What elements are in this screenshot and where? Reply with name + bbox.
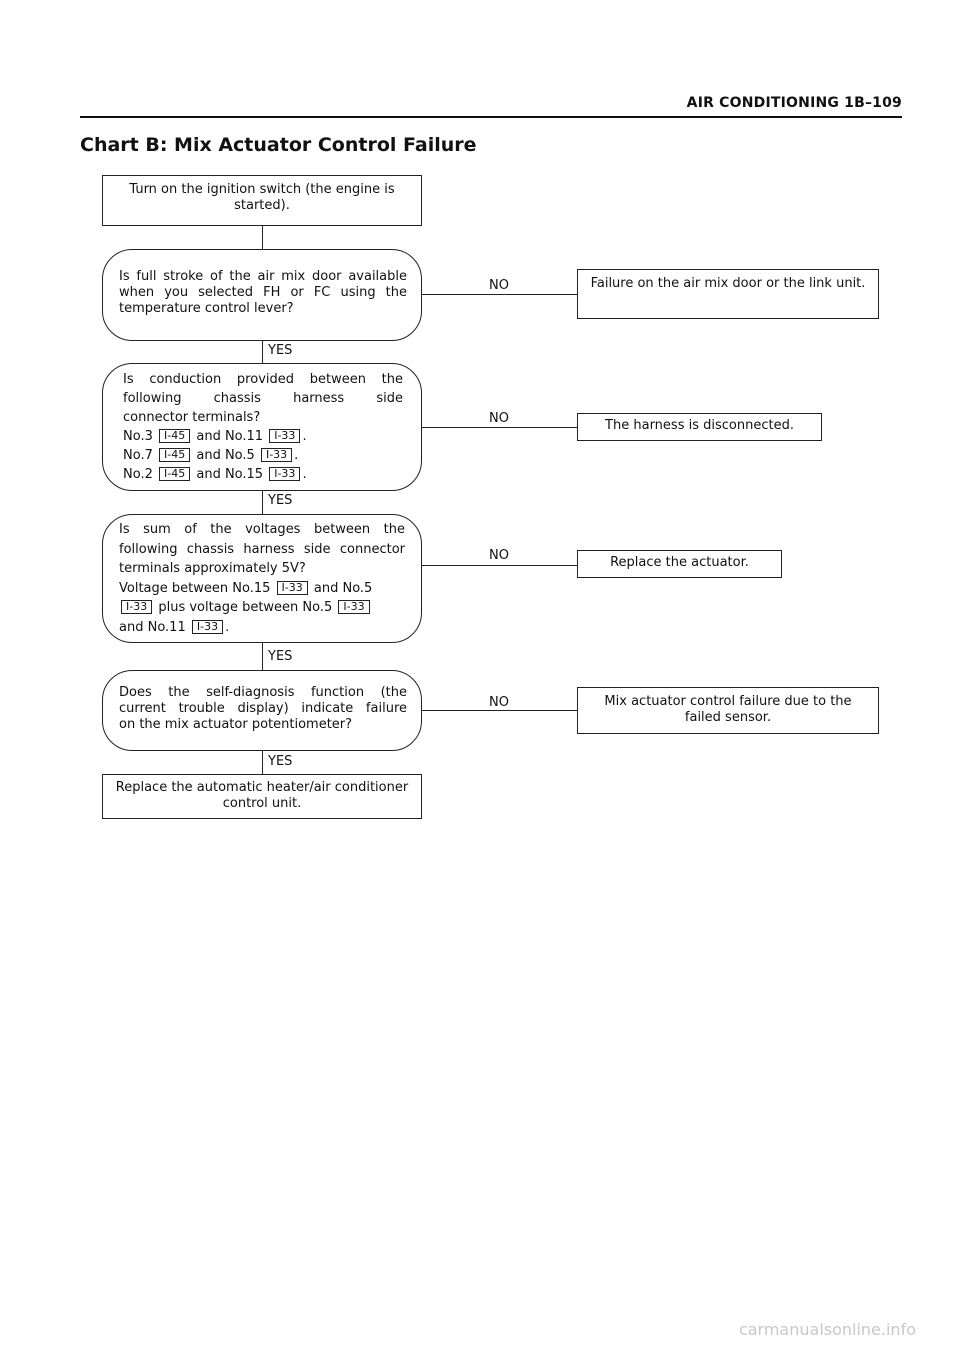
connector-q4-no [422, 710, 578, 711]
terminal-number: and No.11 [196, 429, 264, 444]
q4-no-result-box [577, 687, 879, 734]
q2-terminal-row [123, 427, 403, 446]
connector-tag: I-33 [269, 429, 300, 443]
connector-tag: I-33 [338, 600, 369, 614]
connector-tag: I-33 [192, 620, 223, 634]
connector-q3-no [422, 565, 578, 566]
q1-line: temperature control lever? [119, 301, 294, 316]
question-1-box [102, 249, 422, 341]
q4-yes-label: YES [268, 754, 293, 769]
q2-no-result-box [577, 413, 822, 441]
q2-terminal-row [123, 465, 403, 484]
terminal-number: and No.5 [196, 448, 255, 463]
q4-no-result-text: Mix actuator control failure due to the failed sensor. [604, 694, 852, 725]
q3-text: and No.11 [119, 619, 186, 635]
connector-q4-yes [262, 751, 263, 774]
connector-q3-yes [262, 643, 263, 670]
q4-no-label: NO [489, 695, 509, 710]
q3-line [119, 598, 405, 618]
connector-q1-no [422, 294, 578, 295]
page-header: AIR CONDITIONING 1B–109 [686, 95, 902, 111]
terminal-number: and No.15 [196, 467, 264, 482]
q3-line: terminals approximately 5V? [119, 561, 306, 576]
terminal-number: No.2 [123, 467, 153, 482]
q3-no-result-box [577, 550, 782, 578]
punctuation: . [225, 619, 230, 635]
q2-yes-label: YES [268, 493, 293, 508]
connector-tag: I-33 [121, 600, 152, 614]
connector-tag: I-33 [277, 581, 308, 595]
q4-line: current trouble display) indicate failure [119, 701, 407, 716]
q2-no-label: NO [489, 411, 509, 426]
q4-line: Does the self-diagnosis function (the [119, 685, 407, 700]
punctuation: . [294, 448, 299, 463]
q3-text: Voltage between No.15 [119, 580, 271, 596]
q3-yes-label: YES [268, 649, 293, 664]
terminal-number: No.7 [123, 448, 153, 463]
punctuation: . [302, 467, 307, 482]
connector-tag: I-33 [269, 467, 300, 481]
punctuation: . [302, 429, 307, 444]
connector-tag: I-45 [159, 448, 190, 462]
q2-line: connector terminals? [123, 410, 261, 425]
q3-text: plus voltage between No.5 [158, 600, 333, 615]
q3-no-result-text: Replace the actuator. [610, 555, 749, 570]
connector-q1-yes [262, 341, 263, 363]
end-text: Replace the automatic heater/air conditioner control unit. [115, 780, 409, 811]
q2-terminal-row [123, 446, 403, 465]
connector-tag: I-45 [159, 467, 190, 481]
q1-no-result-text: Failure on the air mix door or the link unit. [590, 276, 866, 291]
question-4-box [102, 670, 422, 751]
start-text: Turn on the ignition switch (the engine is started). [129, 182, 395, 213]
connector-tag: I-33 [261, 448, 292, 462]
terminal-number: No.3 [123, 429, 153, 444]
q2-line: following chassis harness side [123, 391, 403, 406]
q3-line: Is sum of the voltages between the [119, 522, 405, 537]
q1-line: when you selected FH or FC using the [119, 285, 407, 300]
q4-line: on the mix actuator potentiometer? [119, 717, 353, 732]
question-2-box [102, 363, 422, 491]
q2-line: Is conduction provided between the [123, 372, 403, 387]
connector-tag: I-45 [159, 429, 190, 443]
q1-no-label: NO [489, 278, 509, 293]
q3-line [119, 579, 405, 599]
connector-q2-no [422, 427, 578, 428]
connector-q2-yes [262, 491, 263, 514]
q1-yes-label: YES [268, 343, 293, 358]
q1-no-result-box [577, 269, 879, 319]
q3-line [119, 618, 405, 638]
start-box [102, 175, 422, 226]
connector-start-q1 [262, 226, 263, 249]
end-box [102, 774, 422, 819]
question-3-box [102, 514, 422, 643]
footer-watermark: carmanualsonline.info [738, 1320, 916, 1339]
q3-line: following chassis harness side connector [119, 541, 405, 557]
q2-no-result-text: The harness is disconnected. [605, 418, 794, 433]
q3-no-label: NO [489, 548, 509, 563]
q1-line: Is full stroke of the air mix door available [119, 269, 407, 284]
header-rule [80, 116, 902, 118]
chart-title: Chart B: Mix Actuator Control Failure [80, 134, 477, 156]
q3-text: and No.5 [313, 580, 373, 596]
